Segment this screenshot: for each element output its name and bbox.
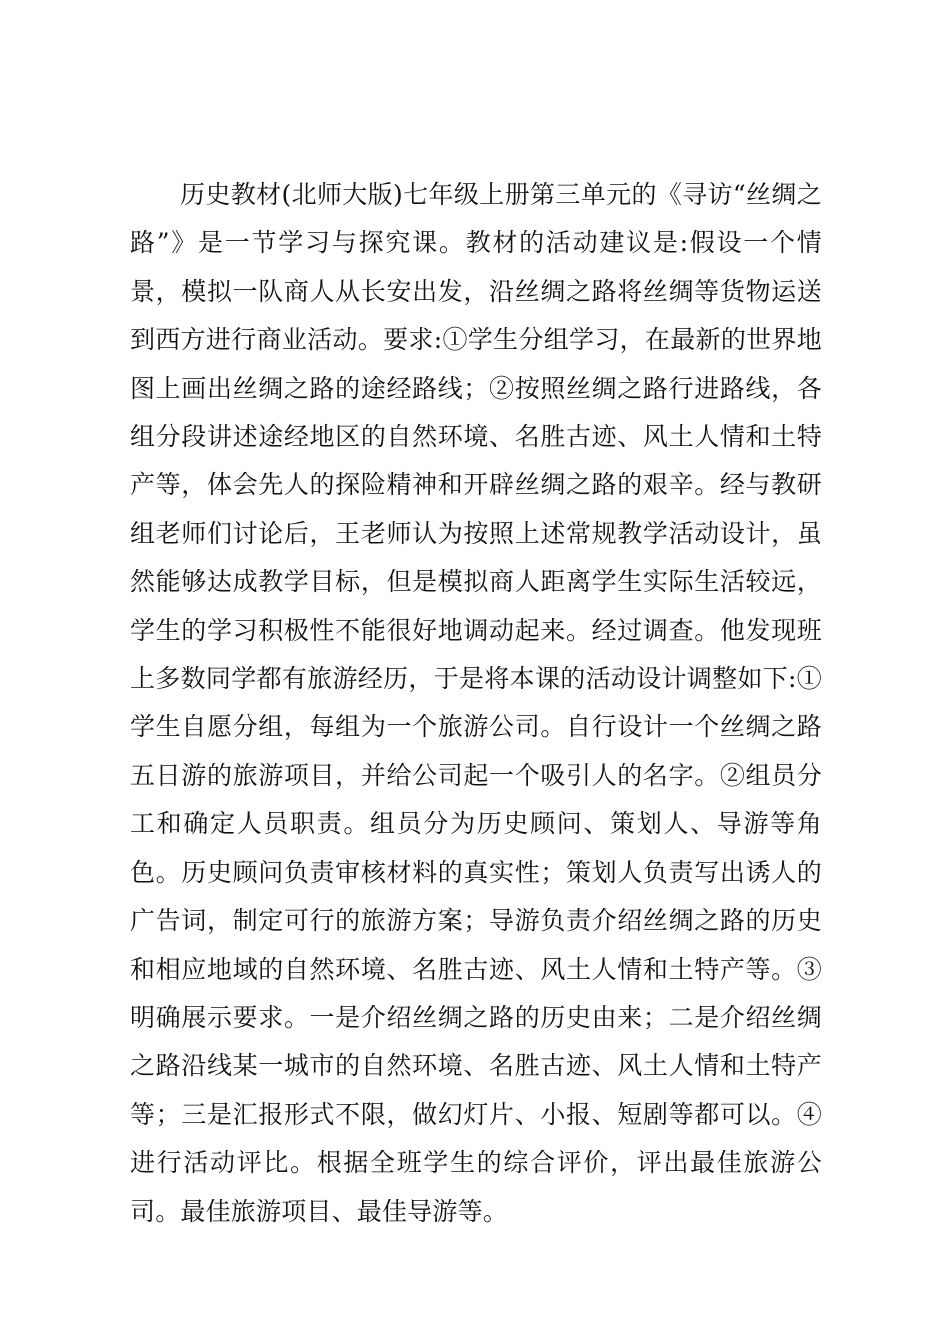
body-paragraph: 历史教材(北师大版)七年级上册第三单元的《寻访“丝绸之路”》是一节学习与探究课。教材的活动建议是:假设一个情景，模拟一队商人从长安出发，沿丝绸之路将丝绸等货物运送到西方进行商业活动。要求:①学生分组学习，在最新的世界地图上画出丝绸之路的途经路线；②按照丝绸之路行进路线，各组分段讲述途经地区的自然环境、名胜古迹、风土人情和土特产等，体会先人的探险精神和开辟丝绸之路的艰辛。经与教研组老师们讨论后，王老师认为按照上述常规教学活动设计，虽然能够达成教学目标，但是模拟商人距离学生实际生活较远，学生的学习积极性不能很好地调动起来。经过调查。他发现班上多数同学都有旅游经历，于是将本课的活动设计调整如下:①学生自愿分组，每组为一个旅游公司。自行设计一个丝绸之路五日游的旅游项目，并给公司起一个吸引人的名字。②组员分工和确定人员职责。组员分为历史顾问、策划人、导游等角色。历史顾问负责审核材料的真实性；策划人负责写出诱人的广告词，制定可行的旅游方案；导游负责介绍丝绸之路的历史和相应地域的自然环境、名胜古迹、风土人情和土特产等。③明确展示要求。一是介绍丝绸之路的历史由来；二是介绍丝绸之路沿线某一城市的自然环境、名胜古迹、风土人情和土特产等；三是汇报形式不限，做幻灯片、小报、短剧等都可以。④进行活动评比。根据全班学生的综合评价，评出最佳旅游公司。最佳旅游项目、最佳导游等。 [130,180,822,1226]
